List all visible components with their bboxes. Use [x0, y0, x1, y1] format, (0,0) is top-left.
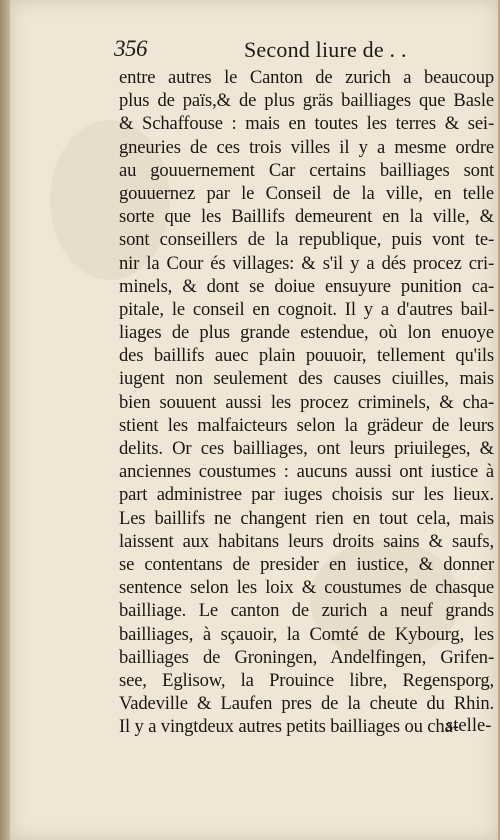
book-gutter-edge	[0, 0, 10, 840]
text-line: see, Eglisow, la Prouince libre, Regensporg,	[119, 669, 494, 691]
text-line: bailliages de Groningen, Andelfingen, Grifen-	[119, 646, 494, 668]
text-line: entre autres le Canton de zurich a beaucoup	[119, 67, 494, 88]
text-line: liages de plus grande estendue, où lon enuoye	[119, 322, 494, 344]
text-line: stient les malfaicteurs selon la grädeur de leurs	[119, 414, 494, 436]
text-line: bailliage. Le canton de zurich a neuf grands	[119, 600, 494, 622]
text-line: au gouuernement Car certains bailliages sont	[119, 159, 494, 181]
text-line: part administree par iuges choisis sur les lieux.	[119, 484, 494, 506]
text-line: gouuernez par le Conseil de la ville, en telle	[119, 182, 494, 204]
page-number: 356	[114, 36, 147, 61]
text-line: Vadeville & Laufen pres de la cheute du Rhin.	[119, 693, 494, 715]
text-line: delits. Or ces bailliages, ont leurs priuileges, &	[119, 438, 494, 459]
text-line: plus de païs,& de plus gräs bailliages que Basle	[119, 90, 494, 112]
text-line: gneuries de ces trois villes il y a mesme ordre	[119, 136, 494, 158]
text-line: bailliages, à sçauoir, la Comté de Kybourg, les	[119, 623, 494, 645]
text-line: Il y a vingtdeux autres petits bailliages ou cha-	[119, 716, 459, 738]
text-line: sorte que les Baillifs demeurent en la ville, &	[119, 206, 494, 228]
text-line: sentence selon les loix & coustumes de chasque	[119, 577, 494, 599]
text-line: minels, & dont se doiue ensuyure punition ca-	[119, 275, 494, 297]
book-page	[10, 0, 498, 840]
text-line: des baillifs auec plain pouuoir, tellement qu'ils	[119, 345, 494, 367]
text-line: anciennes coustumes : aucuns aussi ont iustice à	[119, 461, 494, 483]
main-text-block	[119, 66, 494, 738]
catchword: stelle-	[446, 715, 492, 736]
text-line: iugent non seulement des causes ciuilles, mais	[119, 368, 494, 390]
running-head: Second liure de . .	[244, 37, 407, 62]
text-line: nir la Cour és villages: & s'il y a dés procez cri-	[119, 252, 494, 274]
text-line: sont conseillers de la republique, puis vont te-	[119, 229, 494, 251]
text-line: bien souuent aussi les procez criminels, & cha-	[119, 391, 494, 413]
text-line: Les baillifs ne changent rien en tout cela, mais	[119, 507, 494, 529]
page-header	[114, 36, 474, 66]
text-line: laissent aux habitans leurs droits sains & saufs,	[119, 530, 494, 552]
text-line: & Schaffouse : mais en toutes les terres & sei-	[119, 113, 494, 135]
text-line: pitale, le conseil en cognoit. Il y a d'autres bail-	[119, 298, 494, 320]
text-line: se contentans de presider en iustice, & donner	[119, 553, 494, 575]
